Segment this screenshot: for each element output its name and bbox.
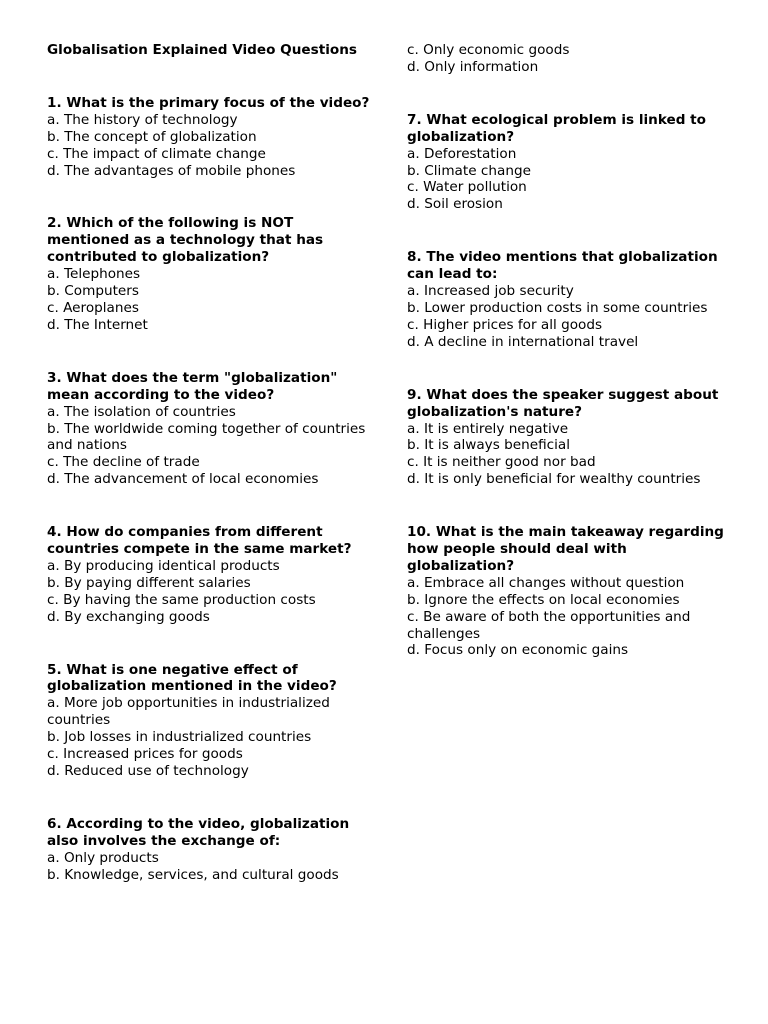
answer-option: c. The decline of trade xyxy=(47,454,200,471)
answer-option: b. The worldwide coming together of countries and nations xyxy=(47,420,366,454)
answer-option: b. Climate change xyxy=(407,162,531,179)
answer-option: a. The isolation of countries xyxy=(47,403,236,420)
question-9 xyxy=(407,387,737,488)
answer-option: b. Computers xyxy=(47,283,139,300)
question-2 xyxy=(47,215,377,333)
question-7 xyxy=(407,112,737,213)
answer-option: c. Increased prices for goods xyxy=(47,746,243,763)
right-column xyxy=(407,42,737,695)
answer-option: d. Focus only on economic gains xyxy=(407,642,629,659)
answer-option: c. By having the same production costs xyxy=(47,591,316,608)
question-text: 3. What does the term "globalization" mean according to the video? xyxy=(47,369,338,403)
answer-option: a. By producing identical products xyxy=(47,557,280,574)
question-6 xyxy=(47,816,377,884)
answer-option: d. The advancement of local economies xyxy=(47,471,319,488)
answer-option: a. It is entirely negative xyxy=(407,420,569,437)
answer-option: d. Only information xyxy=(407,58,539,75)
answer-option: d. The advantages of mobile phones xyxy=(47,162,296,179)
answer-option: a. Embrace all changes without question xyxy=(407,574,685,591)
answer-option: c. Only economic goods xyxy=(407,42,570,58)
answer-option: c. Water pollution xyxy=(407,179,527,196)
answer-option: d. By exchanging goods xyxy=(47,608,210,625)
question-text: 8. The video mentions that globalization can lead to: xyxy=(407,249,718,283)
left-column xyxy=(47,42,377,920)
question-text: 7. What ecological problem is linked to globalization? xyxy=(407,111,707,145)
answer-option: c. Be aware of both the opportunities and challenges xyxy=(407,608,691,642)
question-4 xyxy=(47,524,377,625)
answer-option: b. Ignore the effects on local economies xyxy=(407,591,680,608)
question-text: 9. What does the speaker suggest about globalization's nature? xyxy=(407,386,719,420)
answer-option: a. More job opportunities in industrialized countries xyxy=(47,695,330,729)
question-3 xyxy=(47,370,377,488)
question-1 xyxy=(47,95,377,180)
question-text: 6. According to the video, globalization also involves the exchange of: xyxy=(47,815,350,849)
page-title: Globalisation Explained Video Questions xyxy=(47,42,357,58)
answer-option: b. Knowledge, services, and cultural goods xyxy=(47,866,339,883)
question-text: 5. What is one negative effect of globalization mentioned in the video? xyxy=(47,661,337,695)
question-text: 2. Which of the following is NOT mentioned as a technology that has contributed to globalization? xyxy=(47,215,324,266)
answer-option: c. It is neither good nor bad xyxy=(407,454,596,471)
answer-option: a. Increased job security xyxy=(407,283,574,300)
question-5 xyxy=(47,662,377,780)
answer-option: d. It is only beneficial for wealthy countries xyxy=(407,471,701,488)
answer-option: d. Reduced use of technology xyxy=(47,763,249,779)
question-text: 4. How do companies from different countries compete in the same market? xyxy=(47,524,352,558)
answer-option: d. Soil erosion xyxy=(407,196,503,213)
answer-option: b. The concept of globalization xyxy=(47,128,257,145)
answer-option: b. Lower production costs in some countries xyxy=(407,299,708,316)
answer-option: b. By paying different salaries xyxy=(47,574,251,591)
answer-option: c. Higher prices for all goods xyxy=(407,316,603,333)
answer-option: b. Job losses in industrialized countries xyxy=(47,729,312,746)
question-text: 10. What is the main takeaway regarding how people should deal with globalization? xyxy=(407,524,724,574)
question-text: 1. What is the primary focus of the video? xyxy=(47,94,370,111)
question-6-continued xyxy=(407,42,737,76)
question-8 xyxy=(407,249,737,350)
answer-option: d. The Internet xyxy=(47,316,148,333)
answer-option: a. The history of technology xyxy=(47,111,238,128)
answer-option: b. It is always beneficial xyxy=(407,437,571,454)
answer-option: a. Telephones xyxy=(47,266,141,283)
answer-option: a. Deforestation xyxy=(407,145,517,162)
answer-option: d. A decline in international travel xyxy=(407,333,639,350)
answer-option: c. Aeroplanes xyxy=(47,299,139,316)
answer-option: c. The impact of climate change xyxy=(47,145,266,162)
answer-option: a. Only products xyxy=(47,849,159,866)
question-10 xyxy=(407,524,737,659)
